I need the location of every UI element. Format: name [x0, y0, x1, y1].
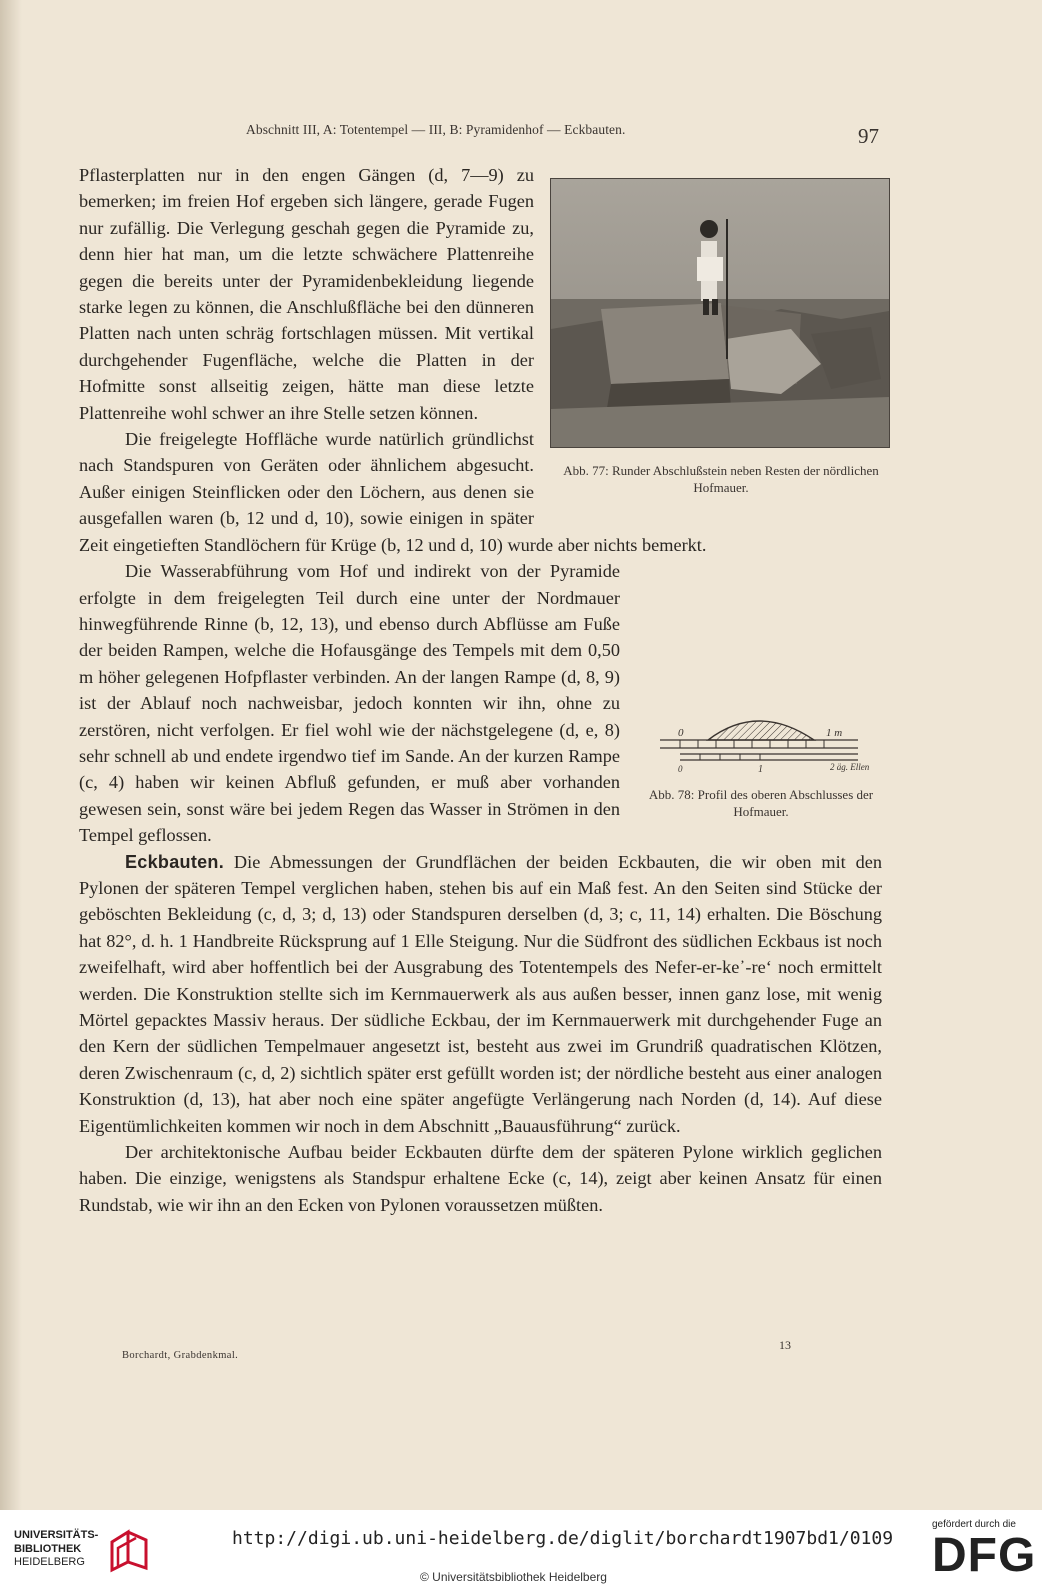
page-edge-shadow: [0, 0, 22, 1510]
paragraph-3-text: Die Wasserabführung vom Hof und indirekt von der Pyramide erfolgte in dem freigelegten Teil durch eine unter der Nordmauer hinwegführende Rinne (b, 12, 13), und ebenso durch Abflüsse am Fuße der beiden Rampen, welche die Hofausgänge des Tempels mit dem 0,50 m höher gelegenen Hofpflaster verbinden. An der langen Rampe (d, 8, 9) ist der Ablauf noch nachweisbar, jedoch konnten wir ihn, ohne zu zerstören, nicht verfolgen. Er fiel wohl wie der nächstgelegene (d, e, 8) sehr schnell ab und endete irgendwo tief im Sande. An der kurzen Rampe (c, 4) haben wir keinen Abfluß gefunden, er muß aber vorhanden gewesen sein, sonst wäre bei jedem Regen das Wasser in Strömen in den Tempel geflossen.: [79, 561, 620, 846]
photo-illustration: [551, 179, 889, 447]
scale-ellen: 2 äg. Ellen: [830, 762, 870, 773]
paragraph-4-text: Die Abmessungen der Grundflächen der beiden Eckbauten, die wir oben mit den Pylonen der späteren Tempel verglichen haben, stehen bis auf ein Maß fest. An den Seiten sind Stücke der geböschten Bekleidung (c, d, 3; d, 13) oder Standspuren derselben (d, 3; c, 11, 14) erhalten. Die Böschung hat 82°, d. h. 1 Handbreite Rücksprung auf 1 Elle Steigung. Nur die Südfront des südlichen Eckbaus ist noch zweifelhaft, wird aber hoffentlich bei der Ausgrabung des Totentempels des Nefer-er-ke᾿-re‘ noch ermittelt werden. Die Konstruktion stellte sich im Kernmauerwerk als aus außen besser, innen ganz lose, mit wenig Mörtel gepacktes Massiv heraus. Der südliche Eckbau, der im Kernmauerwerk mit durchgehender Fuge an den Kern der südlichen Tempelmauer angesetzt ist, besteht aus zwei im Grundriß quadratischen Klötzen, deren Zwischenraum (c, d, 2) sichtlich später erst gefüllt worden ist; der nördliche besteht aus einer analogen Konstruktion (d, 13), hat aber noch eine später angefügte Verlängerung nach Norden (d, 14). Auf diese Eigentümlichkeiten kommen wir noch in dem Abschnitt „Bauausführung“ zurück.: [79, 851, 882, 1136]
profile-drawing: [630, 706, 888, 782]
paragraph: [79, 849, 882, 1139]
figure-78-caption: Abb. 78: Profil des oberen Abschlusses der Hofmauer.: [648, 787, 874, 820]
paragraph-1-text: Pflasterplatten nur in den engen Gängen (d, 7—9) zu bemerken; im freien Hof ergeben sich längere, gerade Fugen nur zufällig. Die Verlegung geschah gegen die Pyramide zu, denn hier hat man, um die letzte schwächere Plattenreihe gegen die bereits unter der Pyramidenbekleidung liegende starke legen zu können, die Anschlußfläche bei den dünneren Platten nach unten schräg fortschlagen müssen. Mit vertikal durchgehender Fugenfläche, welche die Platten in der Hofmitte sonst allseitig zeigen, hätte man diese letzte Plattenreihe wohl schwer an ihre Stelle setzen können.: [79, 165, 534, 423]
funding-label: gefördert durch die: [932, 1519, 1016, 1530]
dfg-logo: DFG: [932, 1529, 1037, 1582]
paragraph-5-text: Der architektonische Aufbau beider Eckbauten dürfte dem der späteren Pylone wirklich geglichen haben. Die einzige, wenigstens als Standspur erhaltene Ecke (c, 14), zeigt aber keinen Ansatz für einen Rundstab, wie wir ihn an den Ecken von Pylonen voraussetzen müßten.: [79, 1142, 882, 1215]
figure-78: [630, 698, 892, 834]
section-heading-eckbauten: Eckbauten.: [125, 851, 225, 872]
body-text: [79, 162, 882, 1218]
copyright-notice: © Universitätsbibliothek Heidelberg: [420, 1570, 607, 1584]
paragraph: [79, 558, 882, 848]
scale-zero-bottom: 0: [678, 764, 683, 775]
figure-77-caption: Abb. 77: Runder Abschlußstein neben Resten der nördlichen Hofmauer.: [563, 463, 879, 495]
figure-77: [550, 172, 892, 524]
permalink-url[interactable]: http://digi.ub.uni-heidelberg.de/diglit/borchardt1907bd1/0109: [232, 1528, 894, 1549]
footer-signature: 13: [779, 1338, 791, 1352]
logo-line-1: UNIVERSITÄTS-: [14, 1529, 99, 1541]
logo-line-2: BIBLIOTHEK: [14, 1542, 82, 1555]
scale-zero-top: 0: [678, 727, 684, 740]
library-logo-text: [14, 1529, 98, 1570]
logo-line-3: HEIDELBERG: [14, 1556, 85, 1568]
paragraph-2-text: Die freigelegte Hoffläche wurde natürlich gründlichst nach Standspuren von Geräten oder ähnlichem abgesucht. Außer einigen Steinflicken oder den Löchern, aus denen sie ausgefallen waren (b, 12 und d, 10), sowie einigen in später Zeit eingetieften Standlöchern für Krüge (b, 12 und d, 10) wurde aber nichts bemerkt.: [79, 429, 707, 555]
photo-image: [550, 178, 890, 448]
running-header: Abschnitt III, A: Totentempel — III, B: Pyramidenhof — Eckbauten.: [246, 122, 626, 137]
library-logo-icon: [106, 1526, 152, 1574]
scale-one-m: 1 m: [826, 727, 843, 740]
page-number: 97: [858, 124, 879, 148]
scale-one: 1: [758, 764, 763, 776]
paragraph: [79, 1139, 882, 1218]
footer-author: Borchardt, Grabdenkmal.: [122, 1350, 239, 1361]
